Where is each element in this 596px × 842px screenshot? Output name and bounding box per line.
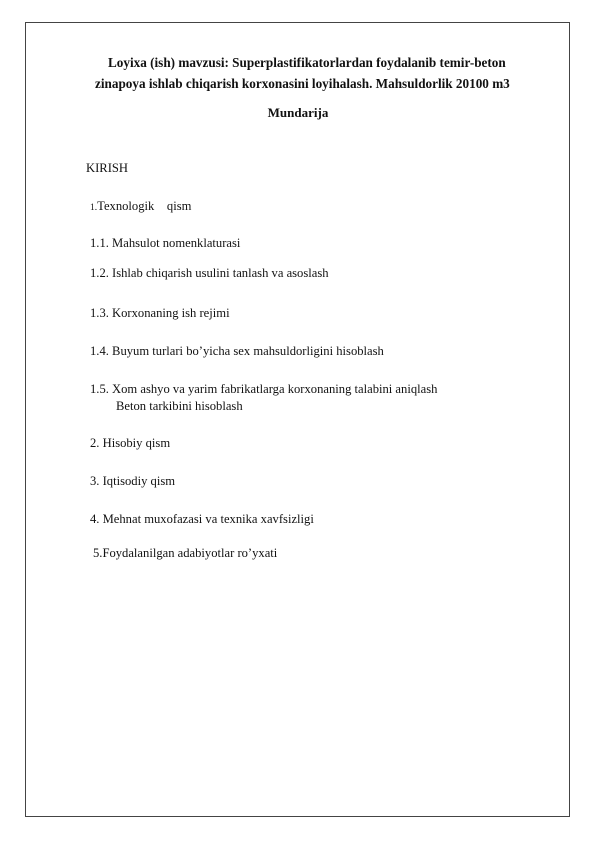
toc-item-3: 3. Iqtisodiy qism [90,474,176,488]
document-title-line-1: Loyixa (ish) mavzusi: Superplastifikatorlardan foydalanib temir-beton [108,55,506,70]
toc-item-1-5: 1.5. Xom ashyo va yarim fabrikatlarga korxonaning talabini aniqlash [90,382,438,396]
toc-item-4: 4. Mehnat muxofazasi va texnika xavfsizligi [90,512,314,526]
contents-heading: Mundarija [267,105,329,120]
page-border [25,22,570,817]
toc-item-1 [90,199,191,214]
toc-item-1-4: 1.4. Buyum turlari bo’yicha sex mahsuldorligini hisoblash [90,344,384,358]
toc-item-1-text: Texnologik qism [97,199,192,213]
toc-item-1-5-continuation: Beton tarkibini hisoblash [116,399,243,413]
toc-item-5: 5.Foydalanilgan adabiyotlar ro’yxati [93,546,278,560]
toc-item-1-number: 1. [90,203,98,213]
document-title-line-2: zinapoya ishlab chiqarish korxonasini loyihalash. Mahsuldorlik 20100 m3 [95,76,510,91]
toc-item-2: 2. Hisobiy qism [90,436,171,450]
toc-intro: KIRISH [86,161,128,175]
toc-item-1-3: 1.3. Korxonaning ish rejimi [90,306,230,320]
toc-item-1-1: 1.1. Mahsulot nomenklaturasi [90,236,241,250]
toc-item-1-2: 1.2. Ishlab chiqarish usulini tanlash va asoslash [90,266,329,280]
